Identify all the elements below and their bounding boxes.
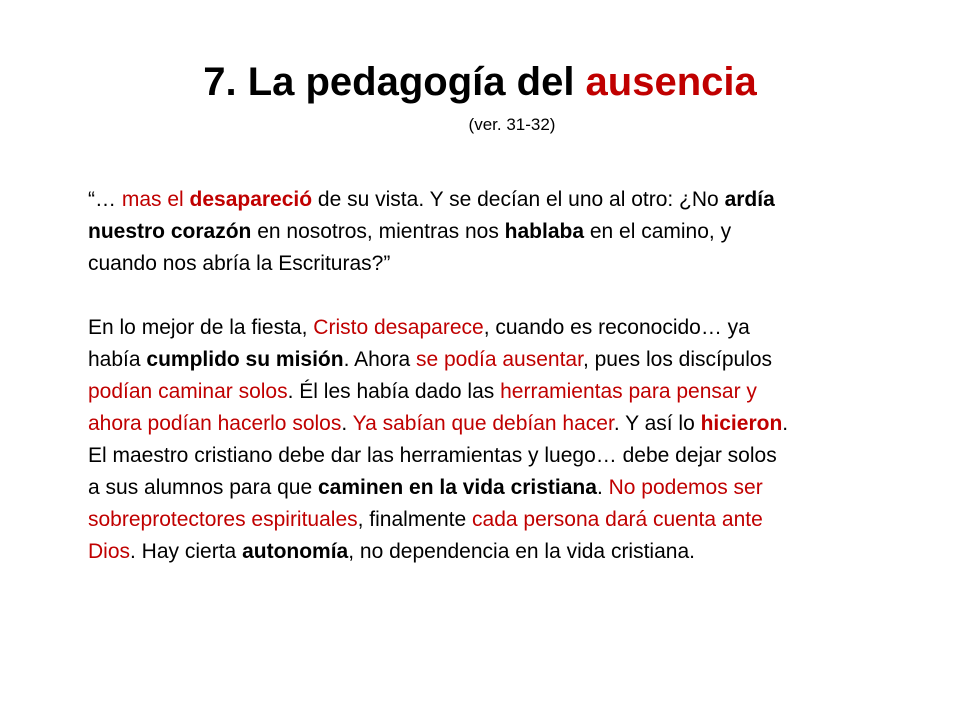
quote-line-2: [88, 216, 918, 248]
slide-subtitle: (ver. 31-32): [468, 115, 556, 134]
text-run: . Él les había dado las: [287, 380, 501, 403]
text-run-bold: cumplido su misión: [146, 348, 344, 371]
commentary-line-4: [88, 408, 918, 440]
text-run: .: [341, 412, 353, 435]
commentary-paragraph: [88, 312, 918, 568]
commentary-line-8: [88, 536, 918, 568]
text-run: , finalmente: [357, 508, 473, 531]
quote-line-1: [88, 184, 918, 216]
text-run: .: [782, 412, 789, 435]
text-run: cuando nos abría la Escrituras?”: [88, 252, 391, 275]
text-run: “…: [88, 188, 122, 211]
text-run: . Ahora: [343, 348, 416, 371]
text-run-red: sobreprotectores espirituales: [88, 508, 358, 531]
text-run: había: [88, 348, 147, 371]
commentary-line-2: [88, 344, 918, 376]
text-run-bold: ardía: [724, 188, 775, 211]
commentary-line-6: [88, 472, 918, 504]
paragraph-spacer: [88, 280, 918, 312]
text-run: , pues los discípulos: [582, 348, 773, 371]
text-run: a sus alumnos para que: [88, 476, 318, 499]
commentary-line-1: [88, 312, 918, 344]
quote-paragraph: [88, 184, 918, 280]
text-run: de su vista. Y se decían el uno al otro: ¿No: [312, 188, 725, 211]
text-run: , cuando es reconocido… ya: [483, 316, 750, 339]
text-run: .: [596, 476, 609, 499]
text-run: . Hay cierta: [130, 540, 243, 563]
quote-line-3: [88, 248, 918, 280]
slide-title: [0, 58, 960, 106]
text-run-red: cada persona dará cuenta ante: [472, 508, 763, 531]
text-run-red: podían caminar solos: [88, 380, 288, 403]
text-run-red: herramientas para pensar y: [500, 380, 757, 403]
body-text: [88, 184, 918, 568]
text-run-red: mas el: [121, 188, 190, 211]
text-run: En lo mejor de la fiesta,: [88, 316, 314, 339]
text-run: , no dependencia en la vida cristiana.: [348, 540, 695, 563]
commentary-line-7: [88, 504, 918, 536]
text-run-bold: autonomía: [242, 540, 349, 563]
text-run-bold: caminen en la vida cristiana: [317, 476, 597, 499]
text-run: en el camino, y: [584, 220, 732, 243]
commentary-line-5: [88, 440, 918, 472]
text-run-red: ahora podían hacerlo solos: [88, 412, 342, 435]
text-run-red-bold: desapareció: [189, 188, 313, 211]
title-accent: ausencia: [585, 60, 757, 104]
text-run-bold: hablaba: [504, 220, 585, 243]
text-run-red: Ya sabían que debían hacer: [352, 412, 614, 435]
commentary-line-3: [88, 376, 918, 408]
text-run-red: Cristo desaparece: [313, 316, 484, 339]
text-run-bold: nuestro corazón: [88, 220, 252, 243]
text-run-red: No podemos ser: [608, 476, 763, 499]
text-run-red-bold: hicieron: [700, 412, 783, 435]
text-run-red: se podía ausentar: [415, 348, 583, 371]
title-prefix: 7. La pedagogía del: [203, 60, 586, 104]
text-run: en nosotros, mientras nos: [251, 220, 505, 243]
text-run: El maestro cristiano debe dar las herramientas y luego… debe dejar solos: [88, 444, 777, 467]
text-run-red: Dios: [88, 540, 131, 563]
text-run: . Y así lo: [613, 412, 701, 435]
